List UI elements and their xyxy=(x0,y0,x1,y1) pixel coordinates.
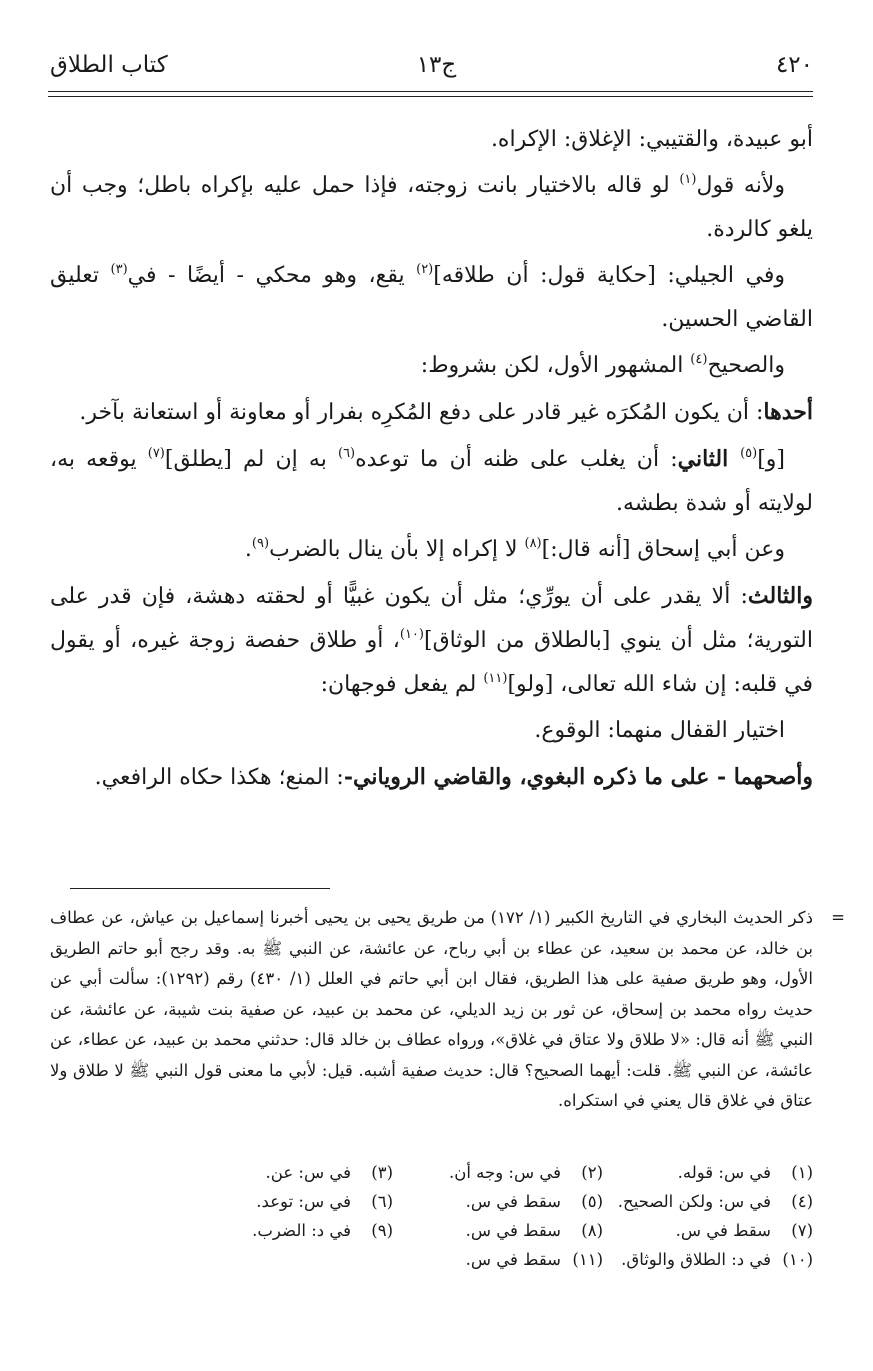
paragraph xyxy=(50,437,813,526)
footnote-number: (٩) xyxy=(371,1221,393,1240)
footnote-text: في س: وجه أن. xyxy=(448,1163,561,1182)
text: يوقعه به، لولايته أو شدة بطشه. xyxy=(50,447,813,516)
text: المشهور الأول، لكن بشروط: xyxy=(420,353,691,378)
footnote-ref: (١) xyxy=(679,172,697,187)
footnote-ref: (٣) xyxy=(110,262,128,277)
footnote-text: سقط في س. xyxy=(465,1192,561,1211)
footnote-ref: (٩) xyxy=(251,536,270,551)
footnote-ref: (١٠) xyxy=(399,627,424,642)
footnote-text: في د: الضرب. xyxy=(252,1221,351,1240)
text: تعليق القاضي الحسين. xyxy=(50,263,813,332)
footnote-text: في س: ولكن الصحيح. xyxy=(617,1192,771,1211)
text: وفي الجيلي: [حكاية قول: أن طلاقه] xyxy=(433,263,785,288)
footnote xyxy=(603,1158,813,1187)
heading-term: والثالث xyxy=(747,583,813,609)
footnote-number: (٣) xyxy=(371,1163,393,1182)
footnote xyxy=(183,1216,393,1245)
text: ولأنه قول xyxy=(696,173,785,198)
footnote-text: في س: توعد. xyxy=(256,1192,351,1211)
footnote xyxy=(183,1187,393,1216)
footnote xyxy=(393,1158,603,1187)
footnote-row xyxy=(173,1216,813,1245)
paragraph xyxy=(50,118,813,162)
footnote xyxy=(603,1245,813,1274)
heading-term: وأصحهما - على ما ذكره البغوي، والقاضي الروياني- xyxy=(343,764,813,790)
footnote-row xyxy=(173,1245,813,1274)
main-text xyxy=(50,118,813,802)
footnote-text: في د: الطلاق والوثاق. xyxy=(621,1250,771,1269)
footnote-number: (٨) xyxy=(581,1221,603,1240)
footnote-text: سقط في س. xyxy=(465,1221,561,1240)
footnote-number: (١) xyxy=(791,1163,813,1182)
footnote xyxy=(393,1187,603,1216)
footnote xyxy=(603,1187,813,1216)
text: . xyxy=(244,537,252,562)
book-title: كتاب الطلاق xyxy=(50,52,168,78)
text: به إن لم [يطلق] xyxy=(164,447,338,472)
footnote-text: في س: عن. xyxy=(265,1163,351,1182)
footnote-text: سقط في س. xyxy=(465,1250,561,1269)
footnote-ref: (٧) xyxy=(147,446,165,461)
footnote xyxy=(603,1216,813,1245)
text: [و] xyxy=(757,447,785,472)
paragraph xyxy=(50,755,813,800)
footnote-number: (٢) xyxy=(581,1163,603,1182)
footnotes-list xyxy=(173,1158,813,1274)
text: لو قاله بالاختيار بانت زوجته، فإذا حمل عليه بإكراه باطل؛ وجب أن يلغو كالردة. xyxy=(50,173,813,242)
text: ، أو طلاق حفصة زوجة غيره، أو يقول في قلبه: إن شاء الله تعالى، [ولو] xyxy=(50,628,813,697)
text: أبو عبيدة، والقتيبي: الإغلاق: الإكراه. xyxy=(490,127,813,152)
text: وعن أبي إسحاق [أنه قال:] xyxy=(541,537,785,562)
footnote-number: (٦) xyxy=(371,1192,393,1211)
footnote-number: (١٠) xyxy=(782,1250,813,1269)
text: والصحيح xyxy=(707,353,785,378)
footnote-number: (٤) xyxy=(791,1192,813,1211)
text: لا إكراه إلا بأن ينال بالضرب xyxy=(269,537,525,562)
heading-term: أحدها xyxy=(763,399,813,425)
footnote xyxy=(393,1245,603,1274)
footnote-row xyxy=(173,1187,813,1216)
text: يقع، وهو محكي - أيضًا - في xyxy=(127,263,417,288)
footnote-text: سقط في س. xyxy=(675,1221,771,1240)
footnote-text: في س: قوله. xyxy=(677,1163,771,1182)
page-number: ٤٢٠ xyxy=(775,52,813,78)
volume-label: ج١٣ xyxy=(416,52,457,78)
footnote-ref: (١١) xyxy=(483,671,508,686)
header-rule-bottom xyxy=(48,96,813,97)
footnote-ref: (٤) xyxy=(690,352,708,367)
paragraph xyxy=(50,709,813,753)
text: لم يفعل فوجهان: xyxy=(320,672,484,697)
footnote-row xyxy=(173,1158,813,1187)
footnote-separator xyxy=(70,888,330,889)
footnote-number: (٥) xyxy=(581,1192,603,1211)
paragraph xyxy=(50,390,813,435)
paragraph xyxy=(50,574,813,707)
footnote-text: ذكر الحديث البخاري في التاريخ الكبير (١/ ١٧٢) من طريق يحيى بن يحيى أخبرنا إسماعيل بن عياش، عن عطاف بن خالد، عن محمد بن سعيد، عن عطاء بن أبي رباح، عن عائشة، عن النبي ﷺ به. وقد رجح أبو حاتم الطريق الأول، وهو طريق صفية على هذا الطريق، فقال ابن أبي حاتم في العلل (١/ ٤٣٠) رقم (١٢٩٢): سألت أبي عن حديث رواه محمد بن إسحاق، عن ثور بن زيد الديلي، عن محمد بن عبيد، عن صفية بنت شيبة، عن عائشة، عن النبي ﷺ أنه قال: «لا طلاق ولا عتاق في غلاق»، ورواه عطاف بن خالد قال: حدثني محمد بن عبيد، عن عطاء، عن عائشة، عن النبي ﷺ. قلت: أيهما الصحيح؟ قال: حديث صفية أشبه. قيل: لأبي ما معنى قول النبي ﷺ لا طلاق ولا عتاق في غلاق قال يعني في استكراه. xyxy=(50,908,813,1110)
text: : أن يكون المُكرَه غير قادر على دفع المُكرِه بفرار أو معاونة أو استعانة بآخر. xyxy=(79,400,764,425)
footnote-ref: (٨) xyxy=(524,536,542,551)
text: اختيار القفال منهما: الوقوع. xyxy=(534,718,785,743)
text: : المنع؛ هكذا حكاه الرافعي. xyxy=(94,765,344,790)
footnote xyxy=(183,1158,393,1187)
continuation-marker: = xyxy=(831,908,845,927)
paragraph xyxy=(50,164,813,252)
footnote-number: (١١) xyxy=(572,1250,603,1269)
heading-term: الثاني xyxy=(677,446,741,472)
footnote-continuation xyxy=(50,903,845,1117)
header-rule-top xyxy=(48,91,813,92)
text: : أن يغلب على ظنه أن ما توعده xyxy=(355,447,678,472)
paragraph xyxy=(50,528,813,572)
paragraph xyxy=(50,344,813,388)
paragraph xyxy=(50,254,813,342)
footnote-ref: (٢) xyxy=(416,262,434,277)
footnote-ref: (٦) xyxy=(337,446,356,461)
footnote-number: (٧) xyxy=(791,1221,813,1240)
footnote-ref: (٥) xyxy=(740,446,758,461)
text: : ألا يقدر على أن يورِّي؛ مثل أن يكون غبيًّا أو لحقته دهشة، فإن قدر على التورية؛ مثل أن ينوي [بالطلاق من الوثاق] xyxy=(50,584,813,653)
footnote xyxy=(393,1216,603,1245)
